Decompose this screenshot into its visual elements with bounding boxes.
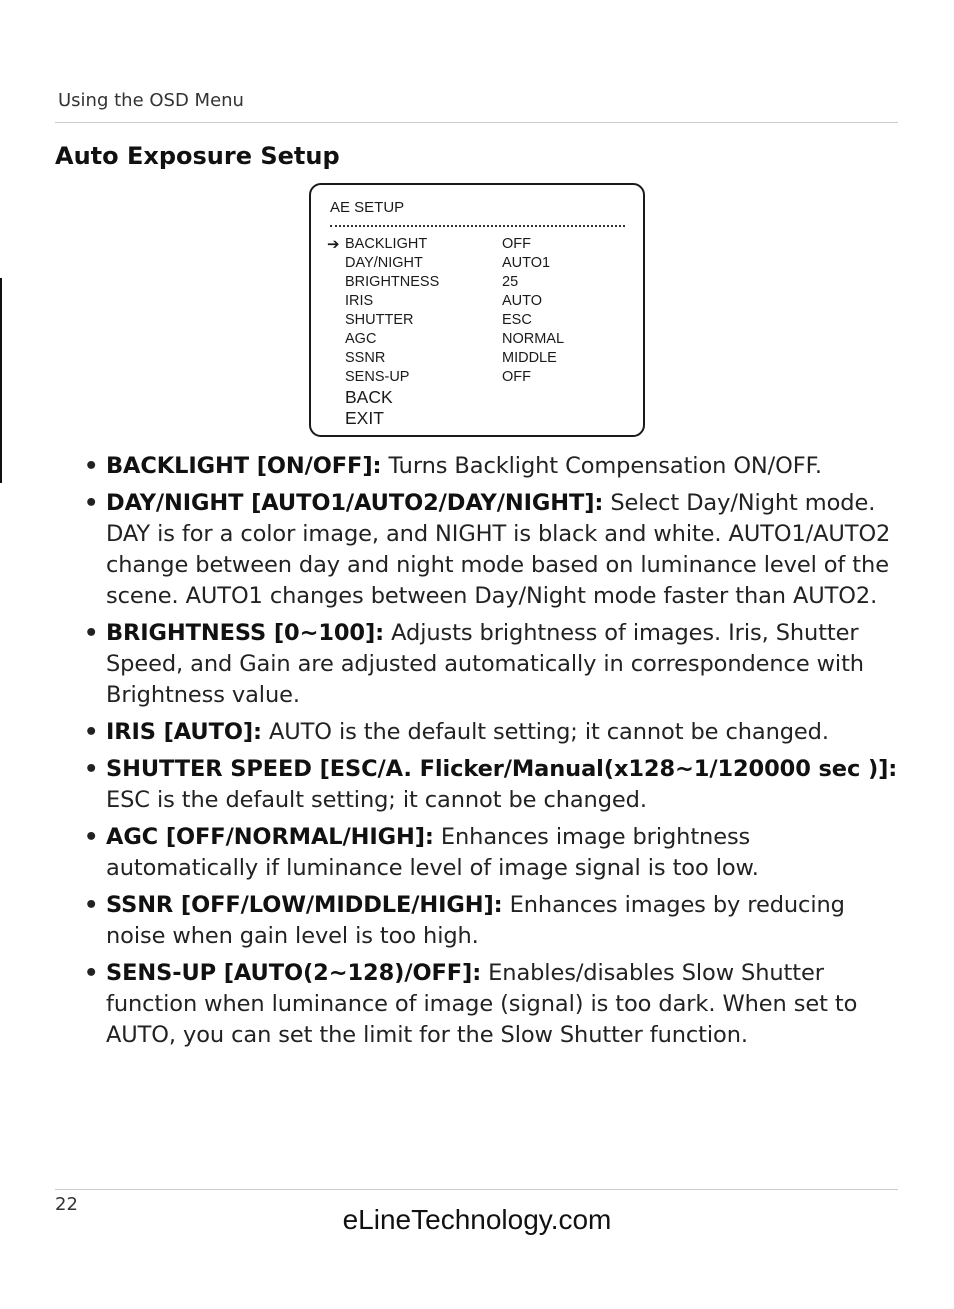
osd-row-label: SENS-UP — [345, 369, 410, 385]
bullet-term: BRIGHTNESS [0~100]: — [106, 620, 385, 646]
osd-menu-screenshot — [309, 183, 645, 437]
osd-row-shutter — [327, 311, 627, 330]
bullet-icon: • — [84, 960, 99, 986]
list-item — [84, 717, 904, 748]
osd-row-value: AUTO1 — [502, 255, 551, 271]
list-item — [84, 754, 904, 816]
osd-row-value: OFF — [502, 236, 531, 252]
osd-row-label: SHUTTER — [345, 312, 414, 328]
osd-row-value: 25 — [502, 274, 519, 290]
bullet-text: Enhances image brightness automatically if luminance level of image signal is too low. — [106, 824, 759, 881]
osd-row-brightness — [327, 273, 627, 292]
osd-row-label: SSNR — [345, 350, 386, 366]
osd-row-value: OFF — [502, 369, 531, 385]
osd-row-value: ESC — [502, 312, 532, 328]
osd-row-ssnr — [327, 349, 627, 368]
header-divider — [55, 122, 898, 123]
footer-divider — [55, 1189, 898, 1190]
bullet-icon: • — [84, 490, 99, 516]
bullet-term: SHUTTER SPEED [ESC/A. Flicker/Manual(x128~1/120000 sec )]: — [106, 756, 898, 782]
osd-row-exit — [327, 408, 627, 429]
section-title: Auto Exposure Setup — [55, 142, 340, 170]
osd-back-label: BACK — [345, 387, 393, 407]
list-item — [84, 822, 904, 884]
osd-row-label: DAY/NIGHT — [345, 255, 423, 271]
osd-row-label: AGC — [345, 331, 377, 347]
osd-row-day-night — [327, 254, 627, 273]
running-header: Using the OSD Menu — [58, 90, 244, 111]
osd-row-label: BRIGHTNESS — [345, 274, 440, 290]
bullet-text: Enables/disables Slow Shutter function when luminance of image (signal) is too dark. When set to AUTO, you can set the limit for the Slow Shutter function. — [106, 960, 858, 1048]
settings-description-list — [84, 451, 904, 1057]
osd-exit-label: EXIT — [345, 408, 384, 428]
list-item — [84, 451, 904, 482]
list-item — [84, 488, 904, 612]
osd-row-value: AUTO — [502, 293, 543, 309]
osd-row-iris — [327, 292, 627, 311]
osd-dotted-divider — [330, 225, 625, 227]
bullet-term: AGC [OFF/NORMAL/HIGH]: — [106, 824, 434, 850]
bullet-term: DAY/NIGHT [AUTO1/AUTO2/DAY/NIGHT]: — [106, 490, 604, 516]
bullet-term: IRIS [AUTO]: — [106, 719, 262, 745]
bullet-term: SENS-UP [AUTO(2~128)/OFF]: — [106, 960, 482, 986]
arrow-right-icon: ➔ — [327, 236, 340, 253]
bullet-icon: • — [84, 453, 99, 479]
osd-row-agc — [327, 330, 627, 349]
bullet-term: BACKLIGHT [ON/OFF]: — [106, 453, 382, 479]
osd-row-sens-up — [327, 368, 627, 387]
bullet-icon: • — [84, 719, 99, 745]
osd-row-value: MIDDLE — [502, 350, 557, 366]
bullet-text: Turns Backlight Compensation ON/OFF. — [381, 453, 822, 479]
bullet-text: Enhances images by reducing noise when gain level is too high. — [106, 892, 845, 949]
footer-website: eLineTechnology.com — [342, 1204, 612, 1235]
bullet-text: Select Day/Night mode. DAY is for a color image, and NIGHT is black and white. AUTO1/AUTO2 change between day and night mode based on luminance level of the scene. AUTO1 changes between Day/Night mode faster than AUTO2. — [106, 490, 891, 609]
osd-row-value: NORMAL — [502, 331, 565, 347]
osd-menu-title: AE SETUP — [330, 199, 405, 216]
list-item — [84, 958, 904, 1051]
bullet-text: AUTO is the default setting; it cannot be changed. — [261, 719, 829, 745]
osd-row-label: IRIS — [345, 293, 374, 309]
osd-row-backlight — [327, 235, 627, 254]
bullet-icon: • — [84, 892, 99, 918]
margin-mark — [0, 278, 2, 483]
list-item — [84, 618, 904, 711]
osd-row-label: BACKLIGHT — [345, 236, 428, 252]
bullet-text: Adjusts brightness of images. Iris, Shutter Speed, and Gain are adjusted automatically in correspondence with Brightness value. — [106, 620, 864, 708]
page-number: 22 — [55, 1194, 78, 1215]
bullet-icon: • — [84, 620, 99, 646]
bullet-text: ESC is the default setting; it cannot be changed. — [106, 787, 647, 813]
bullet-icon: • — [84, 824, 99, 850]
bullet-term: SSNR [OFF/LOW/MIDDLE/HIGH]: — [106, 892, 503, 918]
osd-menu-rows — [327, 235, 627, 429]
osd-row-back — [327, 387, 627, 408]
list-item — [84, 890, 904, 952]
bullet-icon: • — [84, 756, 99, 782]
